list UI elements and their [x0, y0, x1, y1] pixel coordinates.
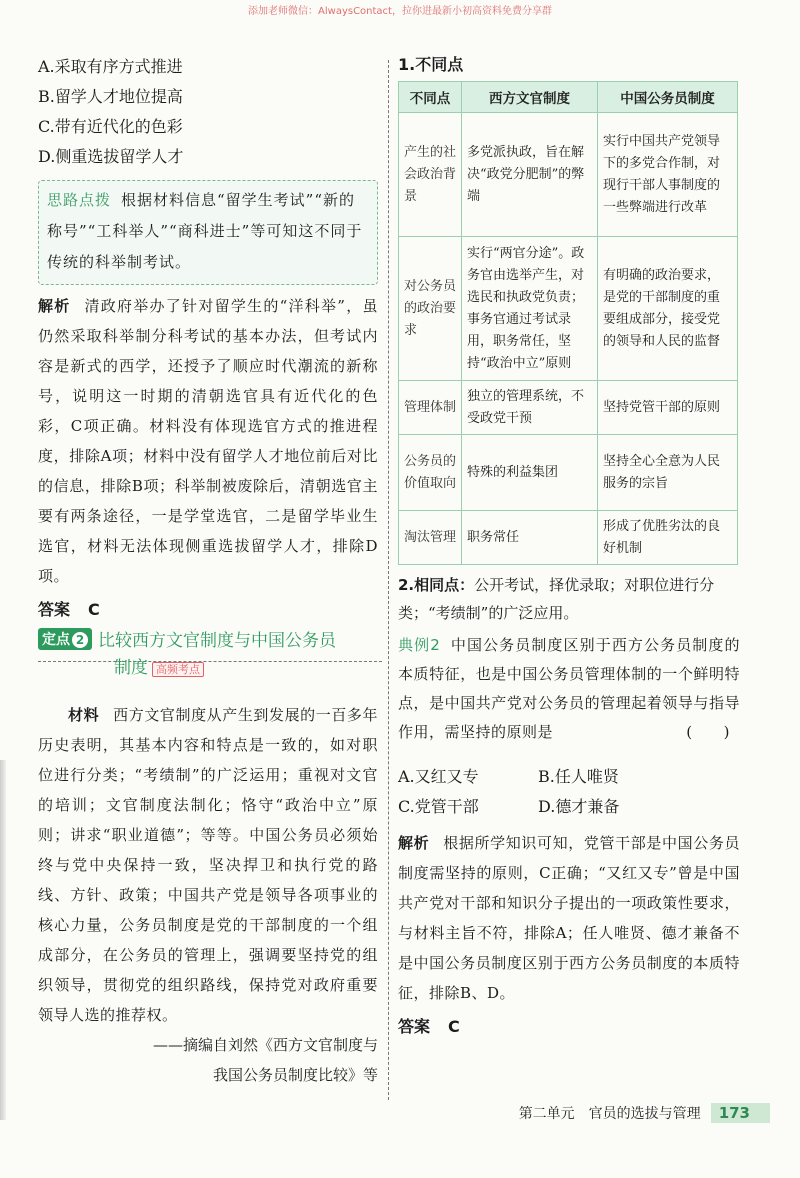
point-title-b: 制度	[114, 658, 148, 678]
table-cell: 独立的管理系统，不受政党干预	[462, 381, 598, 435]
column-divider	[388, 60, 389, 1100]
answer-label: 答案	[38, 600, 71, 619]
option-d: D.德才兼备	[538, 797, 620, 816]
right-column	[398, 52, 740, 1037]
table-header: 不同点	[399, 82, 462, 113]
material-paragraph	[38, 700, 378, 1030]
material-label: 材料	[68, 706, 100, 724]
answer-line	[398, 1014, 740, 1037]
page-edge-shadow	[0, 760, 6, 1120]
point-title: 比较西方文官制度与中国公务员	[98, 631, 336, 651]
top-note: 添加老师微信：AlwaysContact，拉你进最新小初高资料免费分享群	[248, 6, 552, 17]
option-d: D.侧重选拔留学人才	[38, 147, 184, 166]
table-cell: 坚持党管干部的原则	[598, 381, 738, 435]
point-badge	[38, 628, 92, 650]
example-analysis	[398, 828, 740, 1008]
table-cell: 职务常任	[462, 511, 598, 565]
comparison-table	[398, 81, 738, 565]
example-options	[398, 762, 740, 822]
table-cell: 对公务员的政治要求	[399, 237, 462, 381]
table-cell: 公务员的价值取向	[399, 435, 462, 511]
analysis-text: 根据所学知识可知，党管干部是中国公务员制度需坚持的原则，C正确；“又红又专”曾是中国共产党对干部和知识分子提出的一项政策性要求，与材料主旨不符，排除A；任人唯贤、德才兼备不是中国公务员制度区别于西方公务员制度的本质特征，排除B、D。	[398, 834, 740, 1002]
unit-title: 第二单元 官员的选拔与管理	[518, 1106, 701, 1122]
same-points	[398, 571, 740, 627]
table-cell: 有明确的政治要求，是党的干部制度的重要组成部分，接受党的领导和人民的监督	[598, 237, 738, 381]
source-line-1: ——摘编自刘然《西方文官制度与	[152, 1036, 378, 1054]
analysis-paragraph	[38, 291, 378, 591]
hot-tag: 高频考点	[152, 662, 204, 677]
table-row	[399, 237, 738, 381]
option-a: A.又红又专	[398, 767, 479, 786]
answer-line	[38, 597, 378, 620]
answer-label: 答案	[398, 1017, 431, 1036]
answer-value: C	[448, 1017, 460, 1036]
table-row	[399, 435, 738, 511]
diff-heading: 1.不同点	[398, 55, 464, 74]
table-header: 中国公务员制度	[598, 82, 738, 113]
table-row	[399, 113, 738, 237]
table-cell: 形成了优胜劣汰的良好机制	[598, 511, 738, 565]
table-header: 西方文官制度	[462, 82, 598, 113]
thinking-tip-box	[38, 180, 378, 285]
answer-value: C	[88, 600, 100, 619]
example-label: 典例2	[398, 636, 441, 654]
table-cell: 实行“两官分途”。政务官由选举产生，对选民和执政党负责；事务官通过考试录用，职务常任，坚持“政治中立”原则	[462, 237, 598, 381]
page-footer	[519, 1103, 770, 1123]
analysis-text: 清政府举办了针对留学生的“洋科举”，虽仍然采取科举制分科考试的基本办法，但考试内容是新式的西学，还授予了顺应时代潮流的新称号，说明这一时期的清朝选官具有近代化的色彩，C项正确。材料没有体现选官方式的推进程度，排除A项；材料中没有留学人才地位前后对比的信息，排除B项；科举制被废除后，清朝选官主要有两条途径，一是学堂选官，二是留学毕业生选官，材料无法体现侧重选拔留学人才，排除D项。	[38, 297, 378, 585]
table-cell: 淘汰管理	[399, 511, 462, 565]
example-text: 中国公务员制度区别于西方公务员制度的本质特征，也是中国公务员管理体制的一个鲜明特点，是中国共产党对公务员的管理起着领导与指导作用，需坚持的原则是	[398, 636, 740, 741]
left-column	[38, 52, 378, 1090]
option-b: B.留学人才地位提高	[38, 87, 183, 106]
same-text: 公开考试，择优录取；对职位进行分类；“考绩制”的广泛应用。	[398, 576, 715, 622]
option-c: C.党管干部	[398, 797, 479, 816]
option-a: A.采取有序方式推进	[38, 57, 183, 76]
table-header-row	[399, 82, 738, 113]
option-c: C.带有近代化的色彩	[38, 117, 183, 136]
answer-blank: ( )	[686, 723, 730, 741]
point-title-continued	[114, 654, 378, 684]
point-badge-text: 定点	[42, 632, 70, 648]
tip-text: 根据材料信息“留学生考试”“新的称号”“工科举人”“商科进士”等可知这不同于传统的科举制考试。	[47, 191, 363, 271]
material-text: 西方文官制度从产生到发展的一百多年历史表明，其基本内容和特点是一致的，如对职位进行分类；“考绩制”的广泛运用；重视对文官的培训；文官制度法制化；恪守“政治中立”原则；讲求“职业道德”；等等。中国公务员必须始终与党中央保持一致，坚决捍卫和执行党的路线、方针、政策；中国共产党是领导各项事业的核心力量，公务员制度是党的干部制度的一个组成部分，在公务员的管理上，强调要坚持党的组织领导，贯彻党的组织路线，保持党对政府重要领导人选的推荐权。	[38, 706, 378, 1024]
table-cell: 实行中国共产党领导下的多党合作制，对现行干部人事制度的一些弊端进行改革	[598, 113, 738, 237]
analysis-label: 解析	[38, 297, 71, 315]
same-label: 2.相同点：	[398, 576, 475, 594]
table-cell: 坚持全心全意为人民服务的宗旨	[598, 435, 738, 511]
table-row	[399, 381, 738, 435]
point-number: 2	[72, 632, 88, 648]
table-cell: 产生的社会政治背景	[399, 113, 462, 237]
point-heading	[38, 628, 378, 654]
table-cell: 管理体制	[399, 381, 462, 435]
analysis-label: 解析	[398, 834, 430, 852]
option-b: B.任人唯贤	[538, 767, 619, 786]
source-line-2: 我国公务员制度比较》等	[212, 1066, 378, 1084]
table-cell: 多党派执政，旨在解决“政党分肥制”的弊端	[462, 113, 598, 237]
example-question	[398, 631, 740, 747]
table-cell: 特殊的利益集团	[462, 435, 598, 511]
page-number: 173	[711, 1103, 770, 1123]
table-row	[399, 511, 738, 565]
tip-label: 思路点拨	[47, 191, 112, 209]
